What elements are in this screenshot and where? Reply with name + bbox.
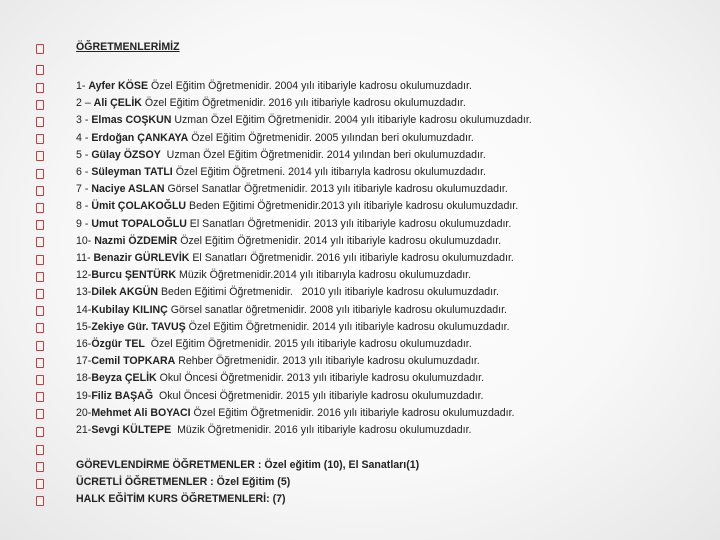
teacher-number: 21- (76, 424, 92, 436)
teacher-item (36, 353, 706, 370)
blank-line (36, 60, 706, 77)
teacher-name: Gülay ÖZSOY (91, 148, 161, 161)
footer-line (36, 474, 706, 491)
bullet-square-icon (36, 305, 46, 315)
teacher-text (76, 130, 474, 147)
teacher-number: 2 – (76, 97, 94, 110)
teacher-description: El Sanatları Öğretmenidir. 2013 yılı itibariyle kadrosu okulumuzdadır. (186, 217, 512, 230)
teacher-item (36, 130, 706, 147)
teacher-item (36, 267, 706, 284)
teacher-number: 20- (76, 406, 92, 419)
teacher-text (76, 336, 472, 353)
bullet-square-icon (36, 340, 46, 350)
teacher-text (76, 370, 484, 387)
bullet-square-icon (36, 461, 46, 471)
teacher-number: 6 - (76, 166, 92, 178)
teacher-item (36, 198, 706, 215)
teacher-description: Özel Eğitim Öğretmeni. 2014 yılı itibarıyla kadrosu okulumuzdadır. (172, 166, 486, 178)
teacher-text (76, 198, 518, 215)
teacher-number: 9 - (76, 217, 92, 230)
bullet-square-icon (36, 495, 46, 505)
bullet-square-icon (36, 150, 46, 160)
teacher-item (36, 405, 706, 422)
bullet-square-icon (36, 374, 46, 384)
teacher-name: Süleyman TATLI (91, 166, 173, 178)
teacher-text (76, 284, 499, 301)
teacher-text (76, 95, 466, 112)
teacher-text (76, 405, 514, 422)
teacher-description: Beden Eğitimi Öğretmenidir. 2010 yılı itibariyle kadrosu okulumuzdadır. (158, 286, 499, 299)
teacher-description: Uzman Özel Eğitim Öğretmenidir. 2014 yılından beri okulumuzdadır. (160, 148, 486, 161)
teacher-number: 13- (76, 286, 92, 299)
teacher-text (76, 112, 532, 129)
teacher-text (76, 78, 472, 95)
teacher-description: Özel Eğitim Öğretmenidir. 2014 yılı itibariyle kadrosu okulumuzdadır. (185, 320, 510, 333)
teacher-item (36, 319, 706, 336)
teacher-number: 3 - (76, 114, 92, 127)
teacher-number: 4 - (76, 131, 92, 144)
teacher-text (76, 353, 480, 370)
teacher-text (76, 302, 507, 319)
teacher-item (36, 112, 706, 129)
teacher-text (76, 388, 483, 405)
teacher-item (36, 216, 706, 233)
bullet-square-icon (36, 254, 46, 264)
bullet-square-icon (36, 219, 46, 229)
teacher-item (36, 370, 706, 387)
teacher-description: Görsel sanatlar öğretmenidir. 2008 yılı itibariyle kadrosu okulumuzdadır. (167, 303, 507, 316)
bullet-square-icon (36, 99, 46, 109)
teacher-number: 15- (76, 320, 92, 333)
bullet-square-icon (36, 64, 46, 74)
teacher-number: 10- (76, 234, 95, 247)
teacher-item (36, 336, 706, 353)
bullet-square-icon (36, 82, 46, 92)
bullet-square-icon (36, 271, 46, 281)
teacher-text (76, 216, 511, 233)
teacher-name: Özgür TEL (91, 338, 145, 350)
teacher-text (76, 147, 486, 164)
teacher-item (36, 302, 706, 319)
teacher-text (76, 422, 471, 439)
teacher-name: Nazmi ÖZDEMİR (94, 234, 178, 247)
teacher-item (36, 95, 706, 112)
bullet-square-icon (36, 185, 46, 195)
bullet-square-icon (36, 391, 46, 401)
teacher-name: Erdoğan ÇANKAYA (91, 131, 189, 144)
teacher-description: Özel Eğitim Öğretmenidir. 2015 yılı itibariyle kadrosu okulumuzdadır. (144, 338, 472, 350)
teacher-item (36, 250, 706, 267)
teacher-text (76, 250, 514, 267)
teacher-number: 18- (76, 372, 92, 385)
bullet-square-icon (36, 408, 46, 418)
teacher-description: Özel Eğitim Öğretmenidir. 2005 yılından beri okulumuzdadır. (188, 131, 474, 144)
footer-text: ÜCRETLİ ÖĞRETMENLER : Özel Eğitim (5) (76, 476, 291, 488)
teacher-name: Elmas COŞKUN (91, 114, 172, 127)
teacher-description: Müzik Öğretmenidir. 2016 yılı itibariyle kadrosu okulumuzdadır. (171, 424, 472, 436)
teacher-description: Özel Eğitim Öğretmenidir. 2016 yılı itibariyle kadrosu okulumuzdadır. (190, 406, 515, 419)
bullet-square-icon (36, 116, 46, 126)
teacher-description: Rehber Öğretmenidir. 2013 yılı itibariyle kadrosu okulumuzdadır. (175, 355, 480, 368)
footer-text: HALK EĞİTİM KURS ÖĞRETMENLERİ: (7) (76, 493, 286, 505)
teacher-name: Zekiye Gür. TAVUŞ (91, 320, 186, 333)
page-title: ÖĞRETMENLERİMİZ (76, 41, 180, 53)
teacher-name: Umut TOPALOĞLU (91, 217, 187, 230)
teacher-description: Okul Öncesi Öğretmenidir. 2013 yılı itibariyle kadrosu okulumuzdadır. (156, 372, 485, 385)
bullet-square-icon (36, 444, 46, 454)
teacher-name: Sevgi KÜLTEPE (91, 424, 172, 436)
teacher-item (36, 181, 706, 198)
teacher-number: 12- (76, 269, 92, 282)
teacher-item (36, 422, 706, 439)
teacher-name: Kubilay KILINÇ (91, 303, 168, 316)
teacher-description: Özel Eğitim Öğretmenidir. 2016 yılı itibariyle kadrosu okulumuzdadır. (141, 97, 466, 110)
bullet-square-icon (36, 288, 46, 298)
teacher-description: Okul Öncesi Öğretmenidir. 2015 yılı itibariyle kadrosu okulumuzdadır. (153, 389, 484, 402)
teacher-name: Cemil TOPKARA (91, 355, 176, 368)
teacher-text (76, 164, 486, 181)
teacher-description: Müzik Öğretmenidir.2014 yılı itibarıyla kadrosu okulumuzdadır. (176, 269, 472, 282)
teacher-name: Ümit ÇOLAKOĞLU (91, 200, 187, 213)
teacher-text (76, 233, 501, 250)
footer-line (36, 491, 706, 508)
teacher-name: Dilek AKGÜN (91, 286, 159, 299)
teacher-number: 11- (76, 252, 94, 264)
teacher-text (76, 267, 471, 284)
bullet-square-icon (36, 357, 46, 367)
teacher-item (36, 284, 706, 301)
bullet-square-icon (36, 168, 46, 178)
teacher-name: Benazir GÜRLEVİK (93, 252, 190, 264)
teacher-item (36, 147, 706, 164)
teacher-description: El Sanatları Öğretmenidir. 2016 yılı itibariyle kadrosu okulumuzdadır. (189, 252, 514, 264)
teacher-number: 1- (76, 80, 89, 92)
teacher-item (36, 78, 706, 95)
bullet-square-icon (36, 322, 46, 332)
teacher-name: Mehmet Ali BOYACI (91, 406, 191, 419)
teacher-description: Görsel Sanatlar Öğretmenidir. 2013 yılı itibariyle kadrosu okulumuzdadır. (164, 183, 508, 196)
teacher-name: Filiz BAŞAĞ (91, 389, 154, 402)
teacher-number: 14- (76, 303, 92, 316)
teacher-number: 19- (76, 389, 92, 402)
teacher-text (76, 319, 510, 336)
footer-text: GÖREVLENDİRME ÖĞRETMENLER : Özel eğitim (10), El Sanatları(1) (76, 459, 420, 471)
teacher-description: Uzman Özel Eğitim Öğretmenidir. 2004 yılı itibariyle kadrosu okulumuzdadır. (171, 114, 532, 127)
teacher-name: Ali ÇELİK (93, 97, 142, 110)
bullet-square-icon (36, 133, 46, 143)
teacher-text (76, 181, 508, 198)
teacher-name: Burcu ŞENTÜRK (91, 269, 177, 282)
teacher-item (36, 164, 706, 181)
teacher-item (36, 388, 706, 405)
teacher-description: Beden Eğitimi Öğretmenidir.2013 yılı itibariyle kadrosu okulumuzdadır. (186, 200, 519, 213)
teacher-name: Beyza ÇELİK (91, 372, 157, 385)
teacher-name: Ayfer KÖSE (88, 80, 149, 92)
teacher-number: 16- (76, 338, 92, 350)
teacher-number: 17- (76, 355, 92, 368)
teacher-number: 7 - (76, 183, 92, 196)
teacher-item (36, 233, 706, 250)
teacher-number: 8 - (76, 200, 92, 213)
bullet-square-icon (36, 43, 46, 53)
bullet-square-icon (36, 426, 46, 436)
teacher-number: 5 - (76, 148, 92, 161)
bullet-square-icon (36, 478, 46, 488)
blank-line (36, 440, 706, 457)
teacher-description: Özel Eğitim Öğretmenidir. 2014 yılı itibariyle kadrosu okulumuzdadır. (177, 234, 502, 247)
footer-line (36, 457, 706, 474)
bullet-square-icon (36, 202, 46, 212)
bullet-square-icon (36, 236, 46, 246)
teacher-description: Özel Eğitim Öğretmenidir. 2004 yılı itibariyle kadrosu okulumuzdadır. (148, 80, 472, 92)
teacher-name: Naciye ASLAN (91, 183, 165, 196)
title-line (36, 39, 706, 56)
